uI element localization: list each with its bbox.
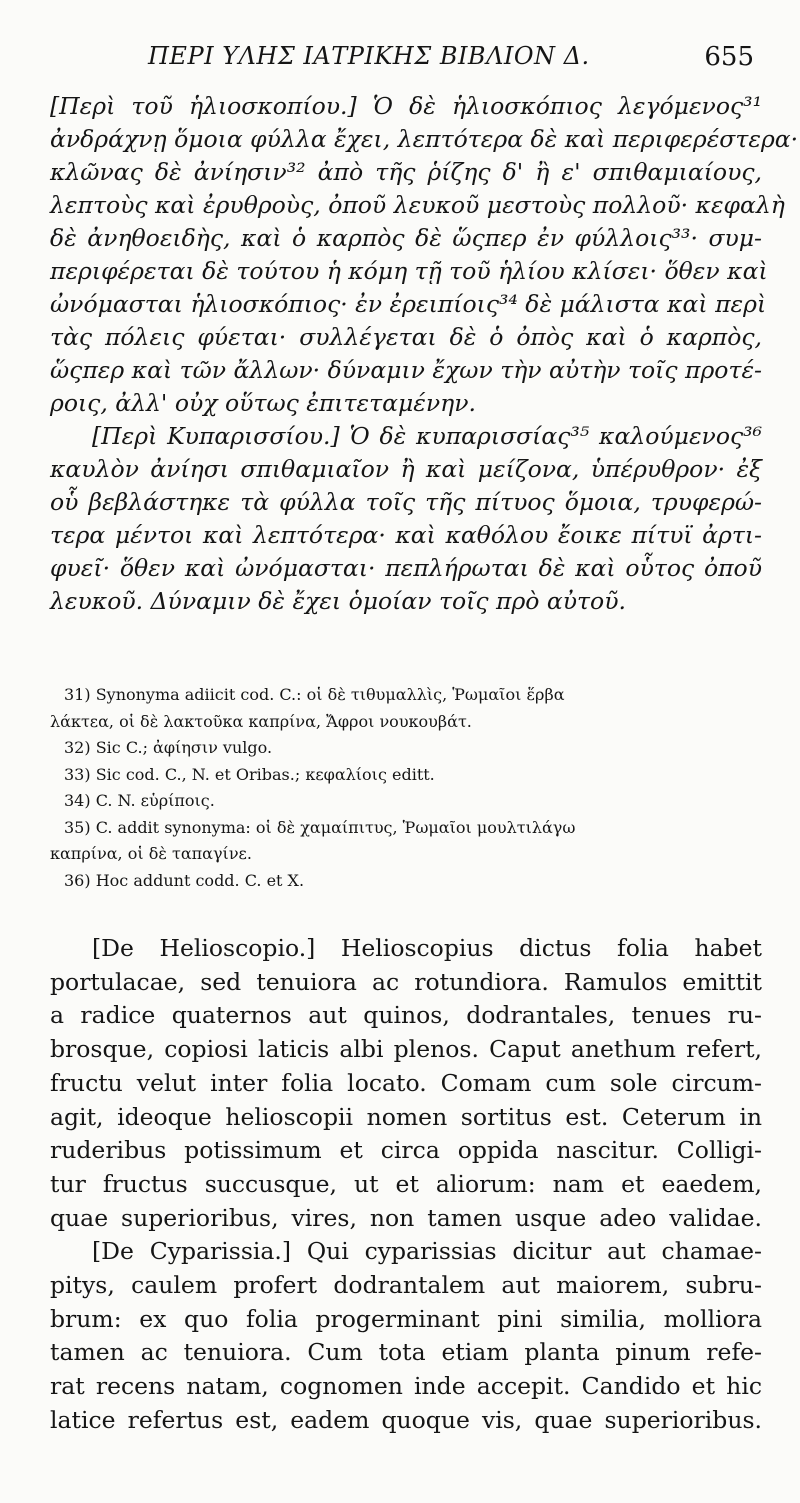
greek-line: ροις, ἀλλ' οὐχ οὕτως ἐπιτεταμένην. — [50, 389, 476, 417]
greek-line: [Περὶ τοῦ ἡλιοσκοπίου.] Ὁ δὲ ἡλιοσκόπιος λεγόμενος³¹ — [50, 92, 762, 120]
page-number: 655 — [704, 42, 754, 72]
latin-line: tur fructus succusque, ut et aliorum: nam et eaedem, — [50, 1169, 762, 1198]
footnote-line: καπρίνα, οἱ δὲ ταπαγίνε. — [50, 844, 252, 863]
greek-line: οὗ βεβλάστηκε τὰ φύλλα τοῖς τῆς πίτυος ὅμοια, τρυφερώ- — [50, 488, 762, 516]
greek-line: ἀνδράχνῃ ὅμοια φύλλα ἔχει, λεπτότερα δὲ καὶ περιφερέστερα· — [50, 125, 799, 153]
latin-line: quae superioribus, vires, non tamen usque adeo validae. — [50, 1203, 762, 1232]
latin-line: tamen ac tenuiora. Cum tota etiam planta pinum refe- — [50, 1338, 762, 1367]
latin-line: portulacae, sed tenuiora ac rotundiora. Ramulos emittit — [50, 967, 762, 996]
greek-line: λεπτοὺς καὶ ἐρυθροὺς, ὀποῦ λευκοῦ μεστοὺς πολλοῦ· κεφαλὴ — [50, 191, 785, 219]
greek-line: φυεῖ· ὅθεν καὶ ὠνόμασται· πεπλήρωται δὲ καὶ οὗτος ὀποῦ — [50, 554, 762, 582]
greek-line: δὲ ἀνηθοειδὴς, καὶ ὁ καρπὸς δὲ ὥςπερ ἐν φύλλοις³³· συμ- — [50, 224, 762, 252]
footnote-line: 32) Sic C.; ἀφίησιν vulgo. — [64, 738, 273, 757]
running-title: ΠΕΡΙ ΥΛΗΣ ΙΑΤΡΙΚΗΣ ΒΙΒΛΙΟΝ Δ. — [148, 42, 590, 70]
latin-line: latice refertus est, eadem quoque vis, quae superioribus. — [50, 1405, 762, 1434]
greek-line: τερα μέντοι καὶ λεπτότερα· καὶ καθόλου ἔοικε πίτυϊ ἀρτι- — [50, 521, 762, 549]
latin-line: rat recens natam, cognomen inde accepit. Candido et hic — [50, 1372, 762, 1401]
page-header — [0, 42, 800, 82]
footnote-line: λάκτεα, οἱ δὲ λακτοῦκα καπρίνα, Ἄφροι νουκουβάτ. — [50, 711, 472, 731]
greek-line: καυλὸν ἀνίησι σπιθαμιαῖον ἢ καὶ μείζονα, ὑπέρυθρον· ἐξ — [50, 455, 762, 483]
footnote-line: 36) Hoc addunt codd. C. et X. — [64, 870, 305, 890]
greek-text — [50, 90, 799, 618]
greek-line: [Περὶ Κυπαρισσίου.] Ὁ δὲ κυπαρισσίας³⁵ καλούμενος³⁶ — [92, 422, 762, 450]
greek-line: τὰς πόλεις φύεται· συλλέγεται δὲ ὁ ὀπὸς καὶ ὁ καρπὸς, — [50, 323, 762, 351]
footnote-line: 34) C. N. εὑρίποις. — [64, 791, 215, 810]
greek-line: λευκοῦ. Δύναμιν δὲ ἔχει ὁμοίαν τοῖς πρὸ αὐτοῦ. — [50, 587, 626, 615]
latin-line: ruderibus potissimum et circa oppida nascitur. Colligi- — [50, 1136, 762, 1165]
footnote-line: 33) Sic cod. C., N. et Oribas.; κεφαλίοις editt. — [64, 764, 435, 784]
latin-line: [De Helioscopio.] Helioscopius dictus folia habet — [92, 934, 762, 962]
latin-line: agit, ideoque helioscopii nomen sortitus est. Ceterum in — [50, 1102, 762, 1131]
footnote-line: 35) C. addit synonyma: οἱ δὲ χαμαίπιτυς, Ῥωμαῖοι μουλτιλάγω — [64, 817, 576, 837]
greek-line: περιφέρεται δὲ τούτου ἡ κόμη τῇ τοῦ ἡλίου κλίσει· ὅθεν καὶ — [50, 257, 768, 285]
latin-line: a radice quaternos aut quinos, dodrantales, tenues ru- — [50, 1001, 762, 1030]
latin-line: [De Cyparissia.] Qui cyparissias dicitur aut chamae- — [92, 1237, 762, 1266]
footnote-line: 31) Synonyma adiicit cod. C.: οἱ δὲ τιθυμαλλὶς, Ῥωμαῖοι ἕρβα — [64, 685, 565, 704]
latin-line: fructu velut inter folia locato. Comam cum sole circum- — [50, 1068, 762, 1097]
footnotes — [50, 682, 762, 894]
latin-line: brosque, copiosi laticis albi plenos. Caput anethum refert, — [50, 1035, 762, 1064]
latin-line: pitys, caulem profert dodrantalem aut maiorem, subru- — [50, 1271, 762, 1300]
greek-line: ὠνόμασται ἡλιοσκόπιος· ἐν ἐρειπίοις³⁴ δὲ μάλιστα καὶ περὶ — [50, 290, 767, 318]
latin-line: brum: ex quo folia progerminant pini similia, molliora — [50, 1304, 762, 1333]
greek-line: ὥςπερ καὶ τῶν ἄλλων· δύναμιν ἔχων τὴν αὐτὴν τοῖς προτέ- — [50, 356, 762, 384]
greek-line: κλῶνας δὲ ἀνίησιν³² ἀπὸ τῆς ῥίζης δ' ἢ ε' σπιθαμιαίους, — [50, 158, 762, 186]
latin-translation — [50, 932, 762, 1438]
